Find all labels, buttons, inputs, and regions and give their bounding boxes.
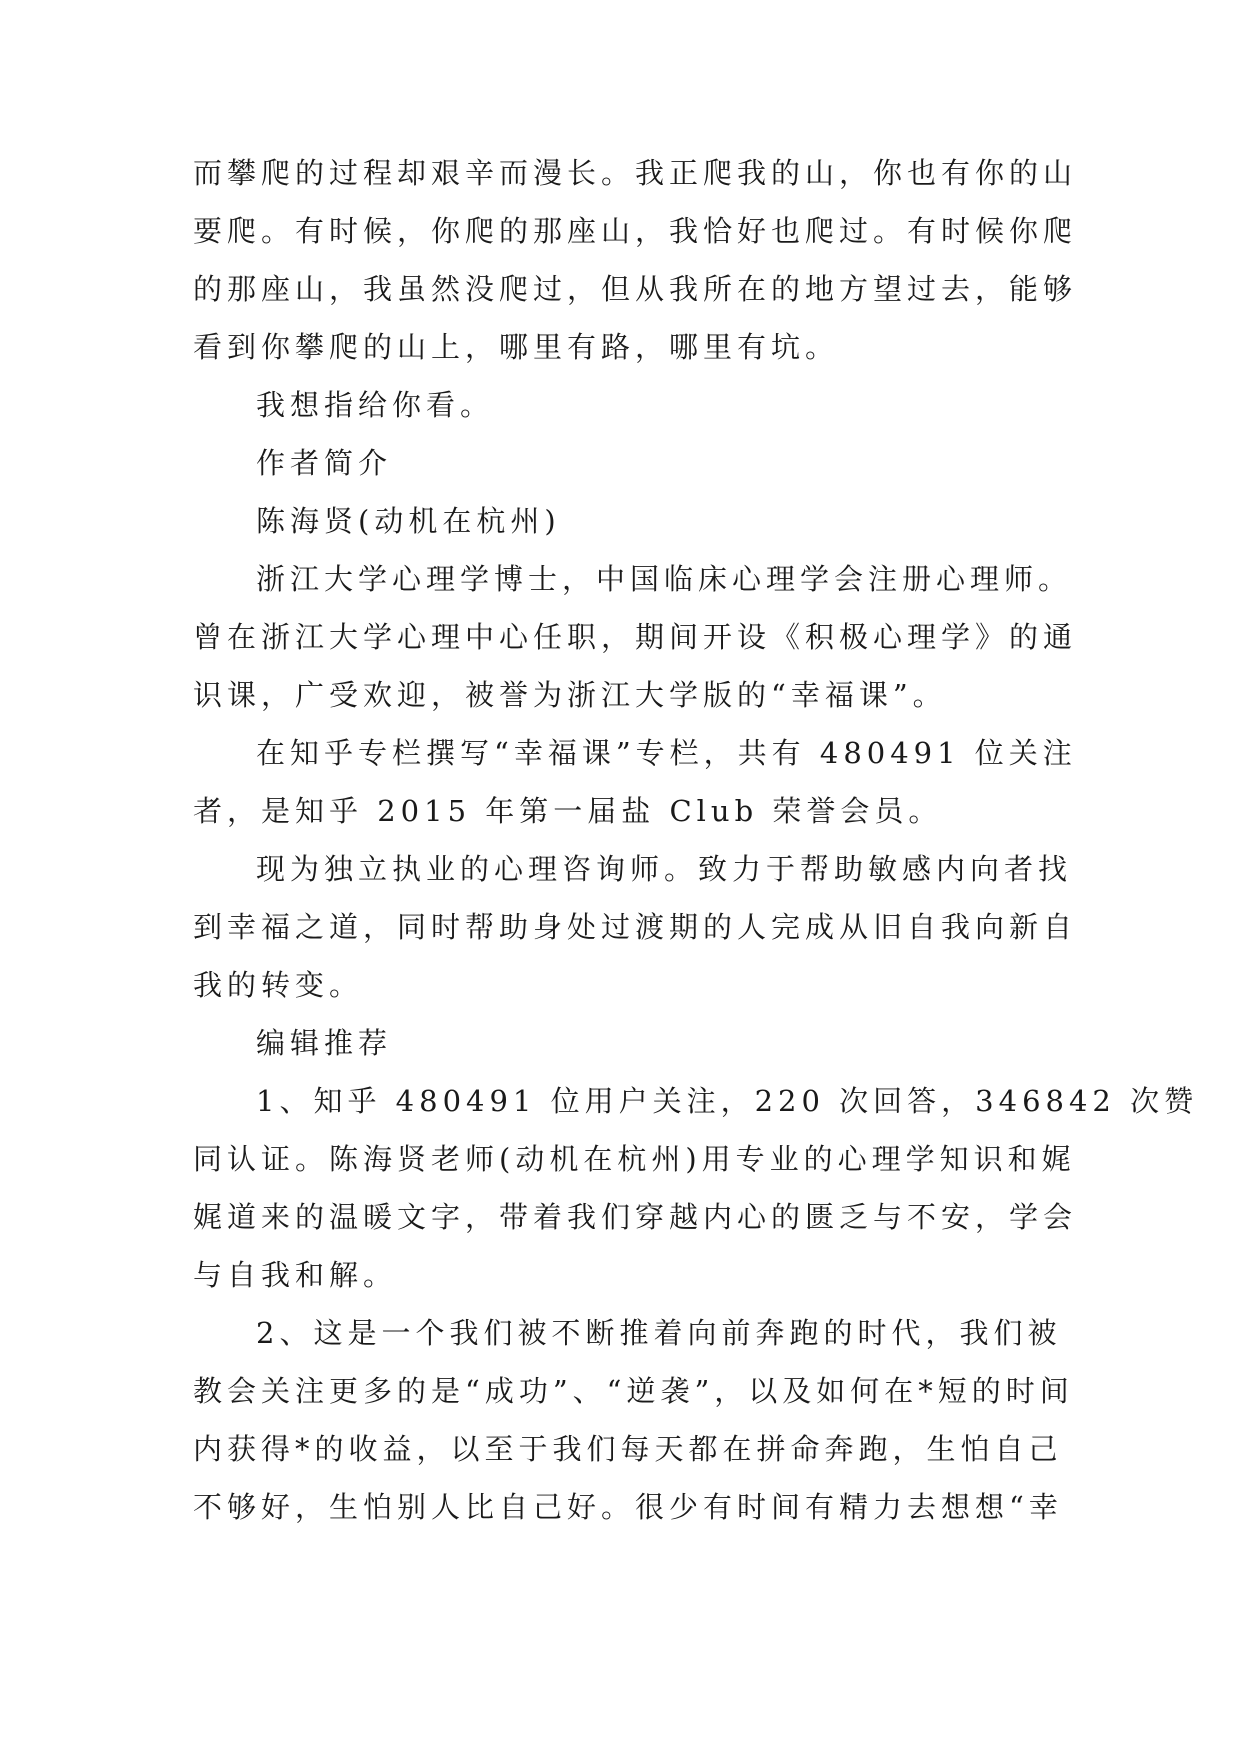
- paragraph-line: 我的转变。: [193, 968, 364, 1002]
- paragraph-line: 与自我和解。: [193, 1258, 398, 1292]
- author-name: 陈海贤(动机在杭州): [256, 504, 561, 538]
- paragraph-line: 而攀爬的过程却艰辛而漫长。我正爬我的山，你也有你的山: [193, 156, 1078, 190]
- paragraph-line: 到幸福之道，同时帮助身处过渡期的人完成从旧自我向新自: [193, 910, 1078, 944]
- paragraph-line: 的那座山，我虽然没爬过，但从我所在的地方望过去，能够: [193, 272, 1078, 306]
- paragraph-line: 曾在浙江大学心理中心任职，期间开设《积极心理学》的通: [193, 620, 1078, 654]
- paragraph-line: 我想指给你看。: [256, 388, 495, 422]
- section-heading-author: 作者简介: [256, 446, 393, 480]
- paragraph-line: 在知乎专栏撰写“幸福课”专栏，共有 480491 位关注: [256, 736, 1077, 770]
- paragraph-line: 要爬。有时候，你爬的那座山，我恰好也爬过。有时候你爬: [193, 214, 1078, 248]
- paragraph-line: 者，是知乎 2015 年第一届盐 Club 荣誉会员。: [193, 794, 943, 828]
- paragraph-line: 浙江大学心理学博士，中国临床心理学会注册心理师。: [256, 562, 1073, 596]
- paragraph-line: 教会关注更多的是“成功”、“逆袭”，以及如何在*短的时间: [193, 1374, 1074, 1408]
- paragraph-line: 识课，广受欢迎，被誉为浙江大学版的“幸福课”。: [193, 678, 947, 712]
- paragraph-line: 不够好，生怕别人比自己好。很少有时间有精力去想想“幸: [193, 1490, 1063, 1524]
- paragraph-line: 同认证。陈海贤老师(动机在杭州)用专业的心理学知识和娓: [193, 1142, 1076, 1176]
- paragraph-line: 2、这是一个我们被不断推着向前奔跑的时代，我们被: [256, 1316, 1062, 1350]
- paragraph-line: 1、知乎 480491 位用户关注，220 次回答，346842 次赞: [256, 1084, 1199, 1118]
- paragraph-line: 娓道来的温暖文字，带着我们穿越内心的匮乏与不安，学会: [193, 1200, 1078, 1234]
- paragraph-line: 看到你攀爬的山上，哪里有路，哪里有坑。: [193, 330, 840, 364]
- paragraph-line: 现为独立执业的心理咨询师。致力于帮助敏感内向者找: [256, 852, 1073, 886]
- paragraph-line: 内获得*的收益，以至于我们每天都在拼命奔跑，生怕自己: [193, 1432, 1063, 1466]
- section-heading-editor-recommendation: 编辑推荐: [256, 1026, 393, 1060]
